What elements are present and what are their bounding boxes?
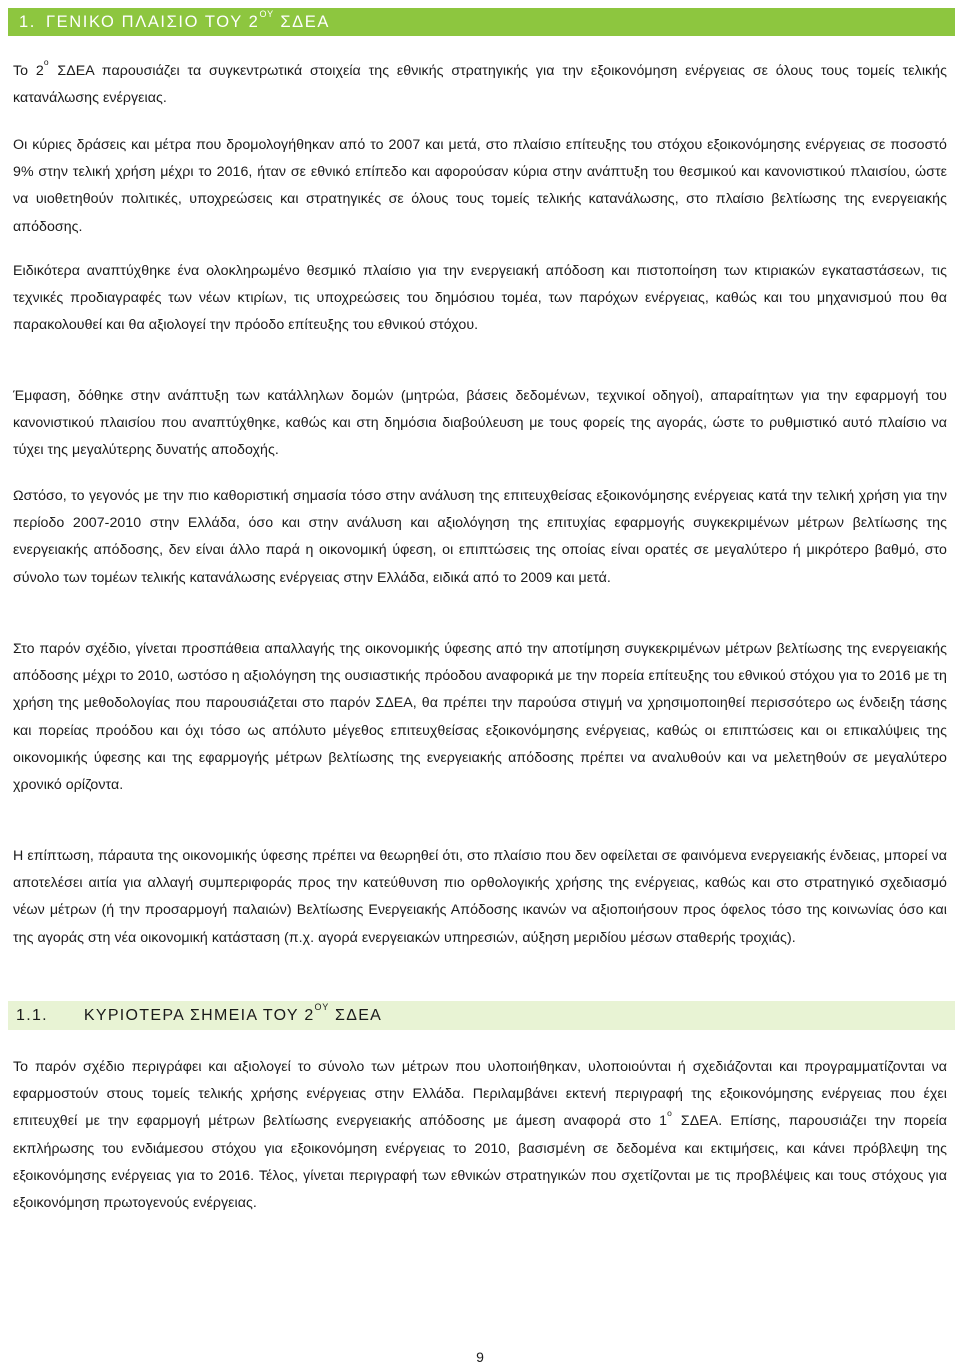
section-heading-1-1 xyxy=(8,1001,955,1030)
paragraph-plan-summary: Το παρόν σχέδιο περιγράφει και αξιολογεί το σύνολο των μέτρων που υλοποιήθηκαν, υλοποιούνται ή σχεδιάζονται και προγραμματίζονται να εφαρμοστούν στους τομείς τελικής χρήσης ενέργειας στην Ελλάδα. Περιλαμβάνει εκτενή περιγραφή της εξοικονόμησης ενέργειας που έχει επιτευχθεί με την εφαρμογή μέτρων βελτίωσης ενεργειακής απόδοσης με άμεση αναφορά στο $1^o$ ΣΔΕΑ. Επίσης, παρουσιάζει την πορεία εκπλήρωσης του ενδιάμεσου στόχου για εξοικονόμηση ενέργειας το 2010, βασισμένη σε δεδομένα και εκτιμήσεις, και κάνει πρόβλεψη της εξοικονόμησης ενέργειας για το 2016. Τέλος, γίνεται περιγραφή των εθνικών στρατηγικών που σχετίζονται με τις προβλέψεις και τους στόχους για εξοικονόμηση πρωτογενούς ενέργειας. xyxy=(13,1059,947,1212)
page-number: 9 xyxy=(476,1349,484,1365)
paragraph-current-plan: Στο παρόν σχέδιο, γίνεται προσπάθεια απαλλαγής της οικονομικής ύφεσης από την αποτίμηση συγκεκριμένων μέτρων βελτίωσης της ενεργειακής απόδοσης μέχρι το 2010, ωστόσο η αξιολόγηση της ουσιαστικής πρόοδου αναφορικά με την πορεία επίτευξης του εθνικού στόχου για το 2016 με τη χρήση της μεθοδολογίας που παρουσιάζεται στο παρόν ΣΔΕΑ, θα πρέπει την παρούσα στιγμή να χρησιμοποιηθεί περισσότερο ως ένδειξη τάσης και πορείας προόδου και όχι τόσο ως απόλυτο μέγεθος επιτευχθείσας εξοικονόμησης ενέργειας, καθώς οι επιπτώσεις και οι επικαλύψεις της οικονομικής ύφεσης και της εφαρμογής μέτρων βελτίωσης της ενεργειακής απόδοσης πρέπει να αναλυθούν και να μελετηθούν σε μεγαλύτερο χρονικό ορίζοντα. xyxy=(13,641,947,794)
paragraph-emphasis: Έμφαση, δόθηκε στην ανάπτυξη των κατάλληλων δομών (μητρώα, βάσεις δεδομένων, τεχνικοί οδηγοί), απαραίτητων για την εφαρμογή του κανονιστικού πλαισίου που αναπτύχθηκε, καθώς και στη δημόσια διαβούλευση με τους φορείς της αγοράς, ώστε το ρυθμιστικό αυτό πλαίσιο να τύχει της μεγαλύτερης δυνατής αποδοχής. xyxy=(13,388,947,459)
paragraph-institutional-framework: Ειδικότερα αναπτύχθηκε ένα ολοκληρωμένο θεσμικό πλαίσιο για την ενεργειακή απόδοση και πιστοποίηση των κτιριακών εγκαταστάσεων, τις τεχνικές προδιαγραφές των νέων κτιρίων, τις υποχρεώσεις του δημόσιου τομέα, των παρόχων ενέργειας, καθώς και του μηχανισμού που θα παρακολουθεί και θα αξιολογεί την πρόοδο επίτευξης του εθνικού στόχου. xyxy=(13,263,947,334)
section-heading-1 xyxy=(8,8,955,36)
section-title: ΓΕΝΙΚΟ ΠΛΑΙΣΙΟ ΤΟΥ $2^{O\Upsilon}$ ΣΔΕΑ xyxy=(45,9,331,31)
subsection-number: 1.1. xyxy=(16,1006,48,1024)
section-number: 1. xyxy=(19,12,36,31)
paragraph-impact: Η επίπτωση, πάραυτα της οικονομικής ύφεσης πρέπει να θεωρηθεί ότι, στο πλαίσιο που δεν οφείλεται σε φαινόμενα ενεργειακής ένδειας, μπορεί να αποτελέσει αιτία για αλλαγή συμπεριφοράς προς την κατεύθυνση πιο ορθολογικής χρήσης της ενέργειας, καθώς και στο στρατηγικό σχεδιασμό νέων μέτρων (ή την προσαρμογή παλαιών) Βελτίωσης Ενεργειακής Απόδοσης ικανών να αξιοποιήσουν προς όφελος τόσο της κοινωνίας όσο και της αγοράς στη νέα οικονομική κατάσταση (π.χ. αγορά ενεργειακών υπηρεσιών, αύξηση μεριδίου μέσων σταθερής τροχιάς). xyxy=(13,848,947,946)
subsection-title: ΚΥΡΙΟΤΕΡΑ ΣΗΜΕΙΑ ΤΟΥ $2^{O\Upsilon}$ ΣΔΕΑ xyxy=(83,1002,383,1024)
paragraph-main-actions: Οι κύριες δράσεις και μέτρα που δρομολογήθηκαν από το 2007 και μετά, στο πλαίσιο επίτευξης του στόχου εξοικονόμησης ενέργειας σε ποσοστό 9% στην τελική χρήση μέχρι το 2016, ήταν σε εθνικό επίπεδο και αφορούσαν κύρια στην ανάπτυξη του θεσμικού και κανονιστικού πλαισίου, ώστε να υιοθετηθούν πολιτικές, υποχρεώσεις και στρατηγικές σε όλους τους τομείς τελικής κατανάλωσης, στο πλαίσιο βελτίωσης της ενεργειακής απόδοσης. xyxy=(13,137,947,235)
paragraph-economic-recession: Ωστόσο, το γεγονός με την πιο καθοριστική σημασία τόσο στην ανάλυση της επιτευχθείσας εξοικονόμησης ενέργειας κατά την τελική χρήση για την περίοδο 2007-2010 στην Ελλάδα, όσο και στην ανάλυση και αξιολόγηση της επιτυχίας εφαρμογής συγκεκριμένων μέτρων βελτίωσης της ενεργειακής απόδοσης, δεν είναι άλλο παρά η οικονομική ύφεση, οι επιπτώσεις της οποίας είναι ορατές σε μεγαλύτερο ή μικρότερο βαθμό, στο σύνολο των τομέων τελικής κατανάλωσης ενέργειας στην Ελλάδα, ειδικά από το 2009 και μετά. xyxy=(13,488,947,586)
paragraph-intro: Το $2^o$ ΣΔΕΑ παρουσιάζει τα συγκεντρωτικά στοιχεία της εθνικής στρατηγικής για την εξοικονόμηση ενέργειας σε όλους τους τομείς τελικής κατανάλωσης ενέργειας. xyxy=(13,57,948,107)
